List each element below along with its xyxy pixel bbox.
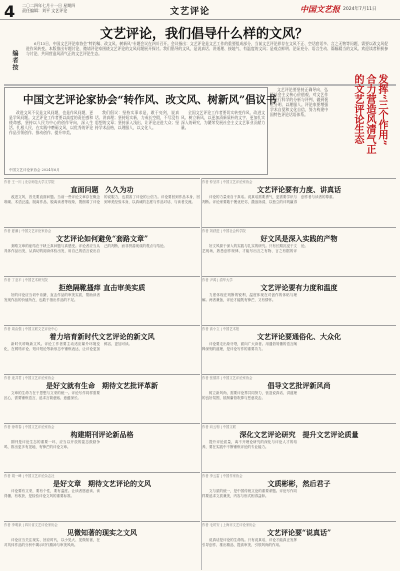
proposal-column: 全国文艺评论工作者要切实转变作风、改进文风、树立新风，以更加清新质朴的文字、更加扎实深入的研究，为繁荣发展社会主义文艺事业贡献力量。 <box>181 110 265 130</box>
article <box>202 374 396 423</box>
article-byline: 作者 张德祥 | 中国文艺评论家协会 <box>202 376 253 380</box>
article <box>202 423 396 472</box>
vertical-headline-line: 的文艺评论生态 <box>352 74 363 144</box>
article <box>202 276 396 325</box>
article <box>202 521 396 570</box>
article-body: 评论应当关注现实、回应时代，以小见大、见微知著，在对具体作品的分析中揭示时代精神与审美风尚。 <box>4 538 100 547</box>
article-body: 套路文章的症结在于缺乏真问题与真感受。评论者应当从具体作品出发，从真切的阅读体验出发，用自己的语言说出自己的判断，而非拼凑现成的观点与结论。 <box>4 244 167 253</box>
article-headline: 直面问题 久久为功 <box>70 185 134 194</box>
article <box>202 227 396 276</box>
editorial-title: 文艺评论，我们倡导什么样的文风？ <box>100 27 309 42</box>
article-body: 树立新风尚，需要评论界共同努力，营造说真话、讲道理的良好氛围，抵制庸俗吹捧与恶意攻击。 <box>202 391 297 400</box>
article-body: 改进文风，首先要直面问题。当前一些评论文章存在概念堆砌、术语泛滥、脱离作品、脱离读者等现象，既削弱了评论的说服力，也损害了评论的公信力。评论要回到作品本身，回到审美经验本身，以真诚的态度与作品对话、与读者交流。 <box>4 195 200 204</box>
article-byline: 作者 仲呈祥 | 中国文艺评论家协会 <box>202 180 253 184</box>
article-headline: 文艺评论要有力度和温度 <box>260 283 338 292</box>
article <box>4 276 200 325</box>
editor-note-label: 编者按 <box>11 50 18 71</box>
article-body: 文章的生命力在于思想与文采的统一。评论写作同样需要匠心，需要锤炼语言，追求言简意赅、意蕴深长。 <box>4 391 100 400</box>
article <box>202 472 396 521</box>
article <box>4 374 200 423</box>
article-body: 好文风源于深入的实践与扎实的研究。只有长期沉浸于文艺现场，熟悉创作规律，才能写出言之有物、言之有据的评论。 <box>202 244 308 253</box>
masthead-meta-line: 二〇二四年七月十一日 星期四 <box>22 3 76 8</box>
article-byline: 作者 丁亚平 | 中国艺术研究院 <box>4 278 48 282</box>
article-headline: 文艺评论如何避免“套路文章” <box>55 234 149 243</box>
issue-date: 2024年7月11日 <box>343 7 377 12</box>
article-byline: 作者 李明泉 | 四川省文艺评论家协会 <box>4 523 58 527</box>
article-byline: 作者 尹鸿 | 清华大学 <box>202 278 233 282</box>
article-headline: 文质彬彬，然后君子 <box>267 479 331 488</box>
masthead-meta <box>22 3 75 13</box>
article-headline: 拒绝隔靴搔痒 直击审美实质 <box>58 283 146 292</box>
article-byline: 作者 高小立 | 中国艺术报 <box>202 327 240 331</box>
article-headline: 是好文就有生命 期待文艺批评革新 <box>46 381 158 390</box>
article-body: 评论要有文采，要有个性，要有温度。让读者愿意读、读得懂、有收获，是检验评论文风的重要标准。 <box>4 489 100 498</box>
article-byline: 作者 刘跃进 | 中国社会科学院 <box>202 229 246 233</box>
article-body: 评论的力量来自于真话。说真话需要勇气，更需要学识与判断。评论家要敢于褒优贬劣，激浊扬清，以独立的评判赢得创作者与读者的尊重。 <box>202 195 336 204</box>
vertical-headline-line: 发挥“三个作用” <box>376 74 387 146</box>
section-title: 文艺评论 <box>170 7 211 17</box>
article-headline: 文艺评论要有力度、讲真话 <box>257 185 341 194</box>
article-body: 文与质的统一，是中国传统文论的重要命题。评论写作同样要追求文质兼美，内容与形式相得益彰。 <box>202 489 297 498</box>
proposal-box <box>4 87 277 175</box>
article-headline: 倡导文艺批评新风尚 <box>267 381 331 390</box>
article <box>202 178 396 227</box>
article-column-left <box>4 178 200 570</box>
article-headline: 着力培育新时代文艺评论的新文风 <box>49 332 155 341</box>
article-byline: 作者 庞井君 | 中国文艺评论家协会 <box>4 376 55 380</box>
article-byline: 作者 向云驹 | 中国文联 <box>202 425 236 429</box>
article <box>4 178 200 227</box>
masthead-meta-line: 责任编辑：刘平 文艺评论 <box>22 8 68 13</box>
article-byline: 作者 李云雷 | 中国作家协会 <box>202 474 243 478</box>
vertical-headline <box>330 74 396 174</box>
article-byline: 作者 周由强 | 中国文联文艺评论中心 <box>4 327 58 331</box>
article-body: 好的评论应当切中肯綮，直击作品的审美实质，帮助读者发现作品的价值所在，也敢于指出作品的不足。 <box>4 293 100 302</box>
proposal-title: 中国文艺评论家协会“转作风、改文风、树新风”倡议书 <box>23 94 277 106</box>
column-divider <box>201 178 202 570</box>
article-byline: 作者 王一川 | 北京师范大学文学院 <box>4 180 55 184</box>
article-body: 期刊是评论生态的重要一环，应当以开放的姿态鼓励争鸣，推出更多有见地、有锋芒的评论文章。 <box>4 440 100 449</box>
article-headline: 好文风是深入实践的产物 <box>260 234 338 243</box>
article-headline: 构建期刊评论新品格 <box>70 430 134 439</box>
article-headline: 见微知著的现实之文风 <box>67 528 137 537</box>
article-byline: 作者 夏潮 | 中国文艺评论家协会 <box>4 229 52 233</box>
proposal-column: 改进文风不仅是文风问题，也是作风问题，更是学风问题。文艺评论工作者要以高度的责任感和使命感，坚持以人民为中心的创作导向，深入生活、扎根人民，在实践中磨砺文风，以优秀的评论作品引领创作、推动创作、提升审美。 <box>9 110 93 135</box>
proposal-column: 我们倡议：坚持实事求是，敢于亮剑，说真话、讲真理；坚持短实新，力戒长空假，不写没有思想的文章；坚持深入浅出，让评论走进大众；坚持学术品格，以理服人，以文化人。 <box>95 110 179 130</box>
article-body: 新时代呼唤新文风。评论工作者要主动适应媒介环境变化，在网络评论、短评短论等新形态中锤炼表达，让评论更加鲜活、更加可读。 <box>4 342 132 351</box>
article-body: 说真话是评论的生命线。只有说真话，评论才能真正发挥引导创作、推出精品、提高审美、引领风尚的作用。 <box>202 538 297 547</box>
article-byline: 作者 徐粤春 | 中国文艺评论家协会 <box>4 425 55 429</box>
proposal-signature: 中国文艺评论家协会 2024年6月 <box>9 168 60 172</box>
article-headline: 文艺评论要通俗化、大众化 <box>257 332 341 341</box>
article <box>4 325 200 374</box>
article <box>4 227 200 276</box>
article <box>4 423 200 472</box>
article <box>202 325 396 374</box>
sidebar-text: 文艺评论要坚持正确导向，弘扬社会主义核心价值观，对文艺作品进行科学的分析与评判，做到褒贬分明、以理服人。评论家要增强学术自觉和文化自信，努力构建中国特色评论话语体系。 <box>270 87 328 117</box>
article-byline: 作者 胡一峰 | 中国文艺评论杂志社 <box>4 474 55 478</box>
editorial-body: 6月13日，中国文艺评论家协会“特约稿、改文风、树新风”专题会议在四川召开。会议指出：文艺评论是文艺工作的重要组成部分，当前文艺评论界存在文风不正、空话套话多、言之无物等问题，需要以改文风促进作风转变。本版推出专题讨论，邀请评论家围绕文艺评论的文风问题展开探讨。我们倡导的文风，是说真话、讲道理、接地气、有温度的文风；是观点鲜明、论证充分、语言生动、篇幅精当的文风。欢迎读者积极参与讨论，共同营造风清气正的文艺评论生态。 <box>26 41 388 57</box>
article-body: 提升评论质量，离不开理论研究的深化与评论人才的培养，要在实践中不断锤炼评论的专业能力。 <box>202 440 297 449</box>
article-body: 评论要走出象牙塔，面向广大读者。用通俗易懂的语言阐释深刻的道理，是评论写作的重要功力。 <box>202 342 297 351</box>
article-body: 力度体现在判断的锐利，温度体现在对创作的体贴与理解。两者兼备，评论才能既有锋芒，又有情怀。 <box>202 293 297 302</box>
article-headline: 深化文艺评论研究 提升文艺评论质量 <box>239 430 359 439</box>
article-byline: 作者 毛时安 | 上海市文艺评论家协会 <box>202 523 256 527</box>
article-headline: 文艺评论要“说真话” <box>266 528 332 537</box>
article-column-right <box>202 178 396 570</box>
page-number: 4 <box>4 2 16 21</box>
article <box>4 521 200 570</box>
article <box>4 472 200 521</box>
newspaper-logo: 中国文艺报 <box>300 4 340 14</box>
vertical-headline-line: 合力营造风清气正 <box>364 74 375 154</box>
masthead <box>0 0 400 20</box>
article-headline: 是好文章 期待文艺评论的文风 <box>53 479 151 488</box>
